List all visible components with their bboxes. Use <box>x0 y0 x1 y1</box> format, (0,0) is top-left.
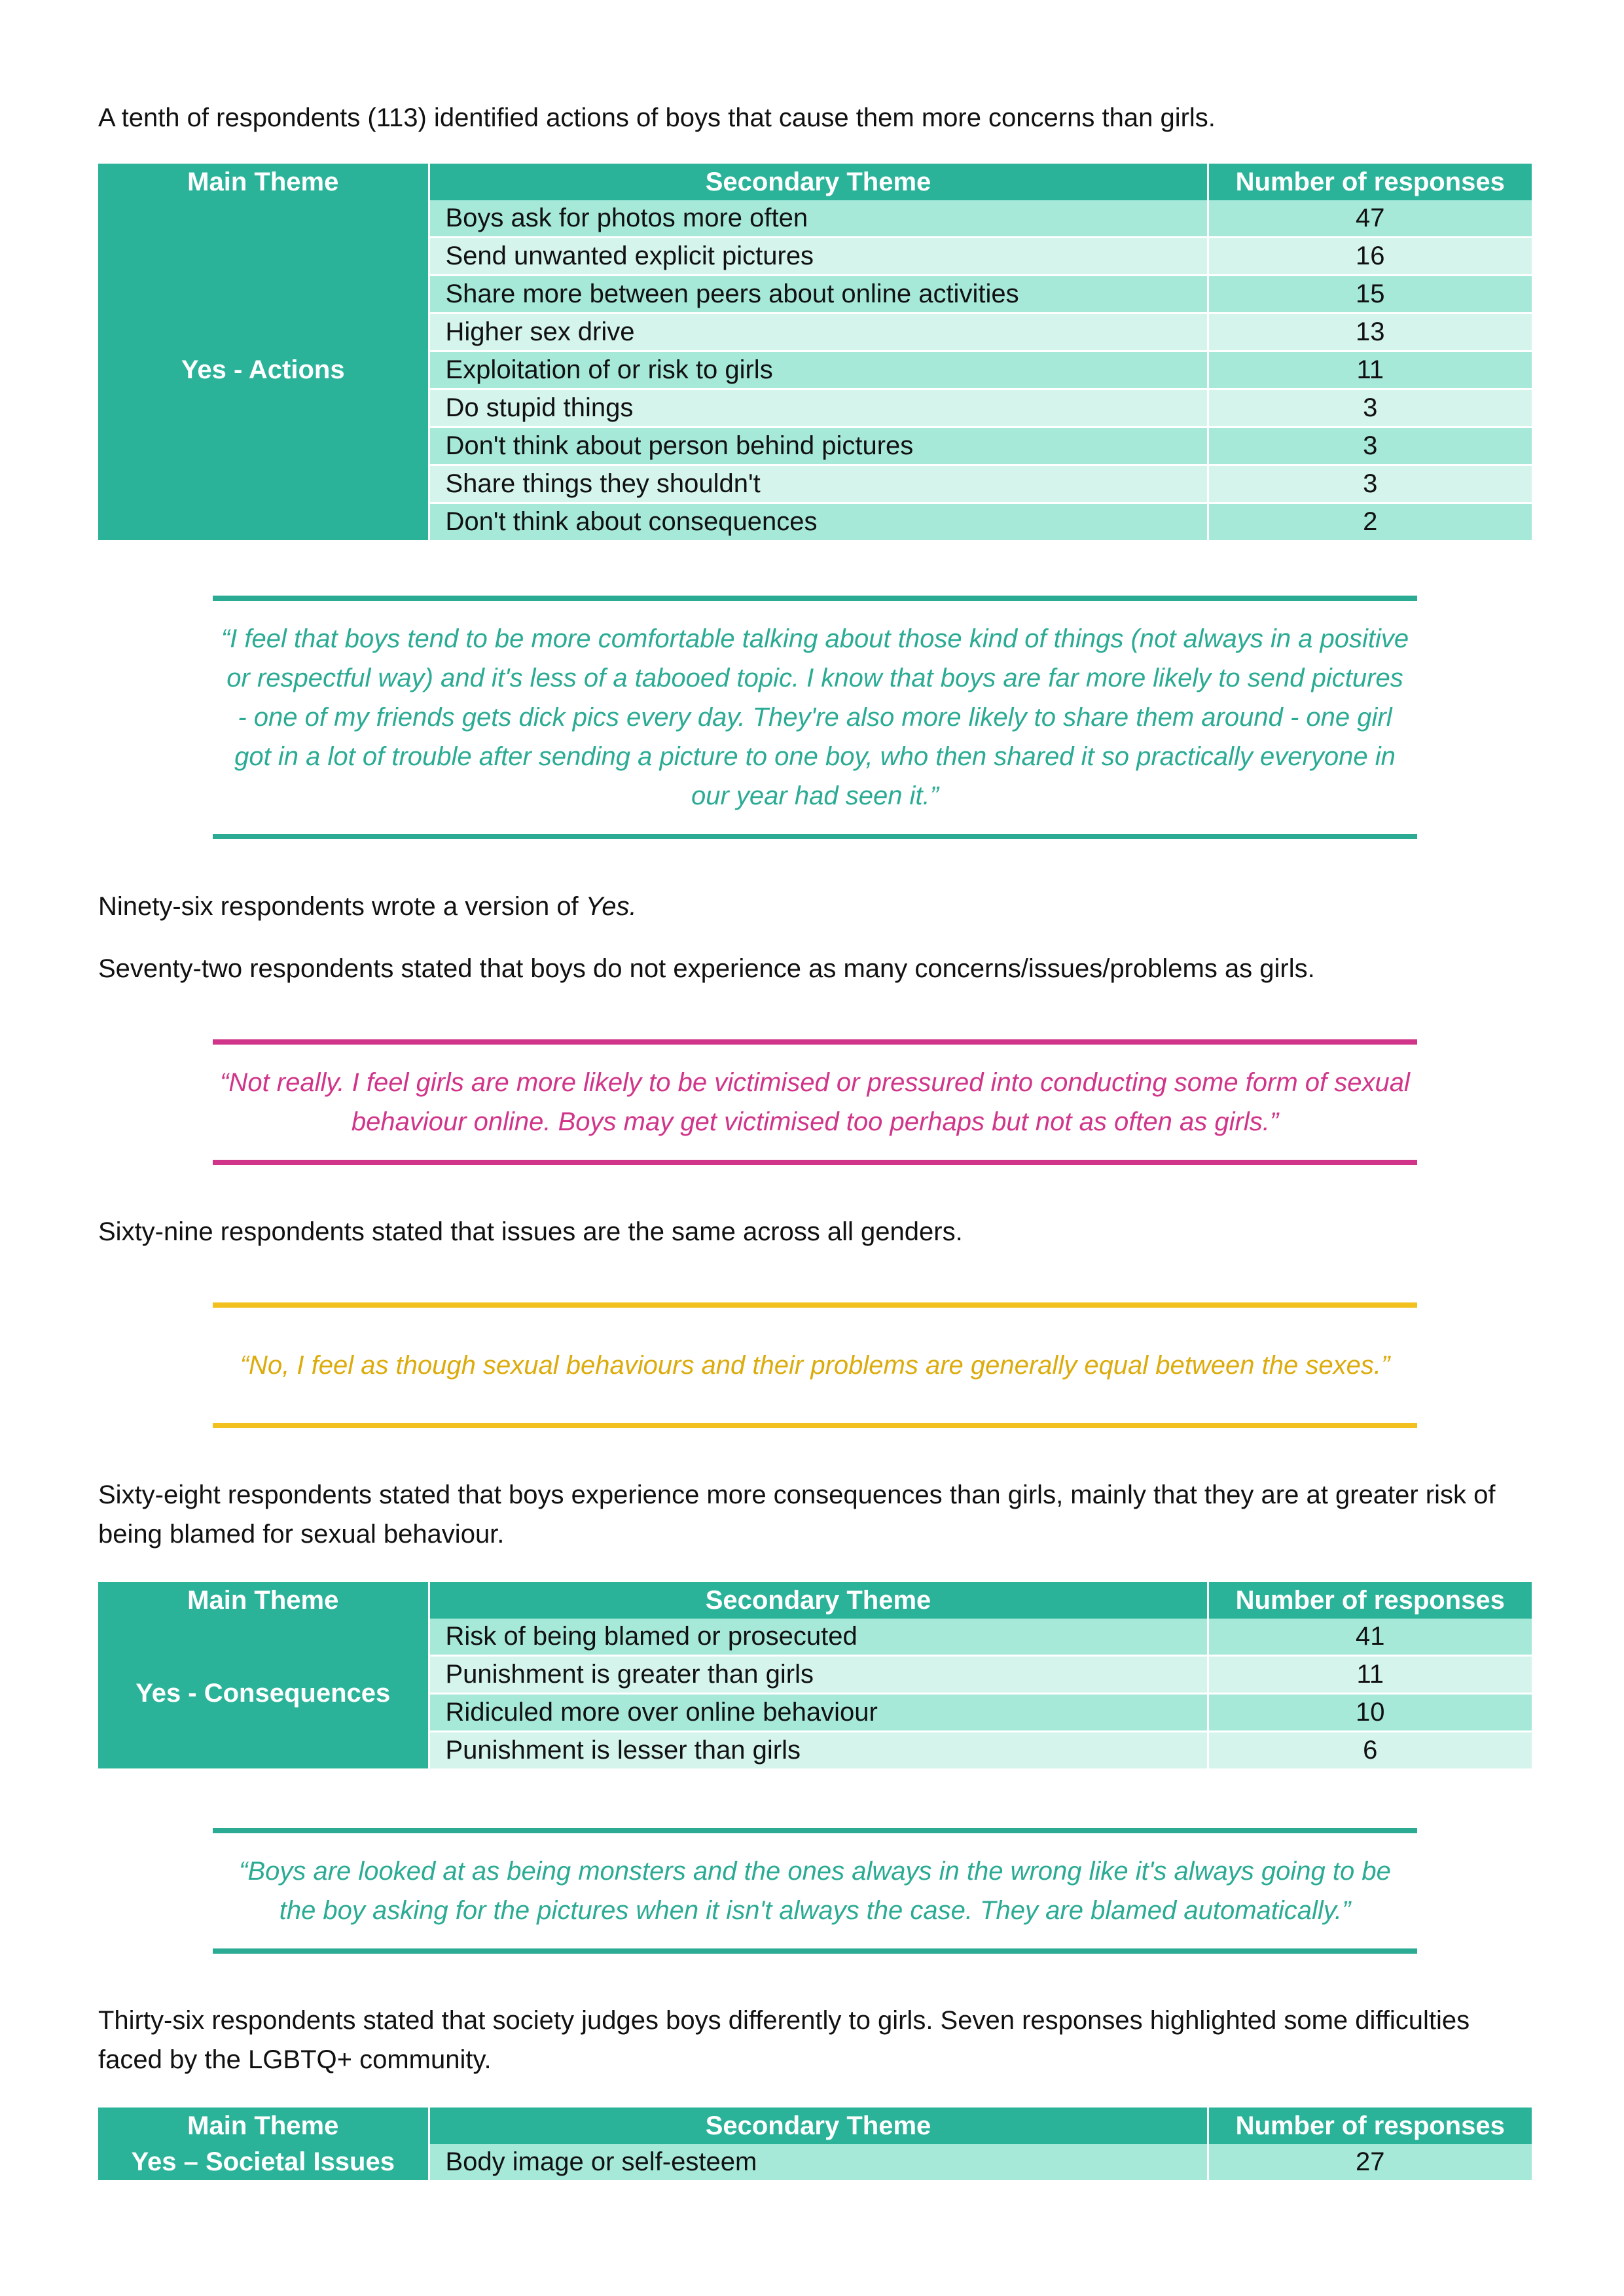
quote-comfortable-talking <box>213 596 1417 839</box>
paragraph-more-consequences: Sixty-eight respondents stated that boys experience more consequences than girls, mainly that they are at greater risk of being blamed for sexual behaviour. <box>98 1480 1496 1549</box>
secondary-theme-cell: Share more between peers about online activities <box>429 276 1208 314</box>
response-count-cell: 41 <box>1208 1619 1532 1656</box>
secondary-theme-cell: Don't think about consequences <box>429 503 1208 541</box>
header-secondary-theme: Secondary Theme <box>429 1582 1208 1619</box>
header-secondary-theme: Secondary Theme <box>429 164 1208 200</box>
header-secondary-theme: Secondary Theme <box>429 2108 1208 2144</box>
header-number-of-responses: Number of responses <box>1208 1582 1532 1619</box>
consequences-table <box>98 1582 1532 1770</box>
paragraph-version-of-yes <box>98 887 1532 926</box>
paragraph-fewer-concerns: Seventy-two respondents stated that boys do not experience as many concerns/issues/problems as girls. <box>98 954 1315 983</box>
secondary-theme-cell: Risk of being blamed or prosecuted <box>429 1619 1208 1656</box>
main-theme-cell: Yes – Societal Issues <box>98 2144 429 2181</box>
secondary-theme-cell: Body image or self-esteem <box>429 2144 1208 2181</box>
header-main-theme: Main Theme <box>98 2108 429 2144</box>
quote-boys-as-monsters <box>213 1828 1417 1954</box>
quote-text: “Not really. I feel girls are more likely to be victimised or pressured into conducting some form of sexual behaviour online. Boys may get victimised too perhaps but not as often as girls.” <box>220 1068 1410 1136</box>
table-row <box>98 2144 1532 2181</box>
response-count-cell: 27 <box>1208 2144 1532 2181</box>
paragraph-society-judges: Thirty-six respondents stated that society judges boys differently to girls. Seven responses highlighted some difficulties faced by the LGBTQ+ community. <box>98 2006 1470 2074</box>
secondary-theme-cell: Punishment is lesser than girls <box>429 1732 1208 1770</box>
secondary-theme-cell: Punishment is greater than girls <box>429 1656 1208 1694</box>
response-count-cell: 10 <box>1208 1694 1532 1732</box>
header-number-of-responses: Number of responses <box>1208 2108 1532 2144</box>
response-count-cell: 3 <box>1208 389 1532 427</box>
response-count-cell: 11 <box>1208 1656 1532 1694</box>
secondary-theme-cell: Send unwanted explicit pictures <box>429 238 1208 276</box>
response-count-cell: 3 <box>1208 465 1532 503</box>
header-number-of-responses: Number of responses <box>1208 164 1532 200</box>
secondary-theme-cell: Higher sex drive <box>429 314 1208 351</box>
table-header-row <box>98 1582 1532 1619</box>
table-row <box>98 1619 1532 1656</box>
quote-equal-between-sexes <box>213 1302 1417 1428</box>
response-count-cell: 47 <box>1208 200 1532 238</box>
response-count-cell: 2 <box>1208 503 1532 541</box>
secondary-theme-cell: Share things they shouldn't <box>429 465 1208 503</box>
header-main-theme: Main Theme <box>98 1582 429 1619</box>
response-count-cell: 11 <box>1208 351 1532 389</box>
paragraph-text: Ninety-six respondents wrote a version of <box>98 892 586 921</box>
actions-table <box>98 164 1532 542</box>
secondary-theme-cell: Exploitation of or risk to girls <box>429 351 1208 389</box>
main-theme-cell: Yes - Actions <box>98 200 429 541</box>
response-count-cell: 15 <box>1208 276 1532 314</box>
secondary-theme-cell: Boys ask for photos more often <box>429 200 1208 238</box>
table-row <box>98 200 1532 238</box>
header-main-theme: Main Theme <box>98 164 429 200</box>
secondary-theme-cell: Ridiculed more over online behaviour <box>429 1694 1208 1732</box>
intro-paragraph: A tenth of respondents (113) identified actions of boys that cause them more concerns than girls. <box>98 103 1216 132</box>
response-count-cell: 6 <box>1208 1732 1532 1770</box>
secondary-theme-cell: Don't think about person behind pictures <box>429 427 1208 465</box>
quote-not-really <box>213 1039 1417 1165</box>
table-header-row <box>98 2108 1532 2144</box>
emphasis-yes: Yes. <box>585 892 637 921</box>
societal-issues-table <box>98 2108 1532 2182</box>
response-count-cell: 13 <box>1208 314 1532 351</box>
response-count-cell: 16 <box>1208 238 1532 276</box>
quote-text: “No, I feel as though sexual behaviours and their problems are generally equal between the sexes.” <box>240 1351 1390 1380</box>
main-theme-cell: Yes - Consequences <box>98 1619 429 1770</box>
response-count-cell: 3 <box>1208 427 1532 465</box>
quote-text: “I feel that boys tend to be more comfortable talking about those kind of things (not always in a positive or respectful way) and it's less of a tabooed topic. I know that boys are far more likely to send pictures - one of my friends gets dick pics every day. They're also more likely to share them around - one girl got in a lot of trouble after sending a picture to one boy, who then shared it so practically everyone in our year had seen it.” <box>221 624 1409 810</box>
quote-text: “Boys are looked at as being monsters and the ones always in the wrong like it's always going to be the boy asking for the pictures when it isn't always the case. They are blamed automatically.” <box>239 1857 1391 1925</box>
paragraph-same-across-genders: Sixty-nine respondents stated that issues are the same across all genders. <box>98 1217 963 1246</box>
table-header-row <box>98 164 1532 200</box>
secondary-theme-cell: Do stupid things <box>429 389 1208 427</box>
